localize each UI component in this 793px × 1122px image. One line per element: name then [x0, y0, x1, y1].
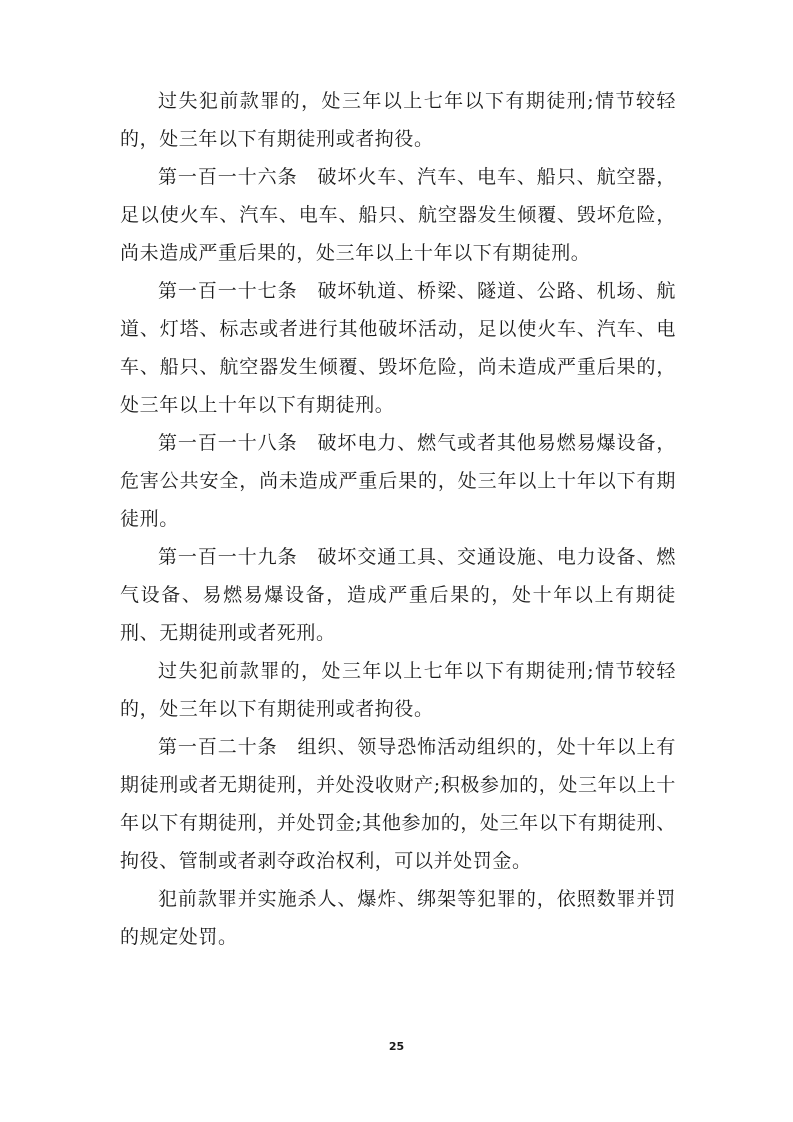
paragraph-article-116: 第一百一十六条 破坏火车、汽车、电车、船只、航空器，足以使火车、汽车、电车、船只、航空器发生倾覆、毁坏危险，尚未造成严重后果的，处三年以上十年以下有期徒刑。	[120, 166, 676, 264]
paragraph-negligence-2: 过失犯前款罪的，处三年以上七年以下有期徒刑;情节较轻的，处三年以下有期徒刑或者拘役。	[120, 660, 676, 720]
document-body	[120, 82, 676, 956]
paragraph-combined-punishment: 犯前款罪并实施杀人、爆炸、绑架等犯罪的，依照数罪并罚的规定处罚。	[120, 888, 676, 948]
paragraph-article-118: 第一百一十八条 破坏电力、燃气或者其他易燃易爆设备，危害公共安全，尚未造成严重后果的，处三年以上十年以下有期徒刑。	[120, 432, 676, 530]
paragraph-negligence-1: 过失犯前款罪的，处三年以上七年以下有期徒刑;情节较轻的，处三年以下有期徒刑或者拘役。	[120, 90, 676, 150]
page-number: 25	[388, 1040, 405, 1053]
paragraph-article-120: 第一百二十条 组织、领导恐怖活动组织的，处十年以上有期徒刑或者无期徒刑，并处没收财产;积极参加的，处三年以上十年以下有期徒刑，并处罚金;其他参加的，处三年以下有期徒刑、拘役、管制或者剥夺政治权利，可以并处罚金。	[120, 736, 676, 872]
paragraph-article-117: 第一百一十七条 破坏轨道、桥梁、隧道、公路、机场、航道、灯塔、标志或者进行其他破坏活动，足以使火车、汽车、电车、船只、航空器发生倾覆、毁坏危险，尚未造成严重后果的，处三年以上十年以下有期徒刑。	[120, 280, 676, 416]
paragraph-article-119: 第一百一十九条 破坏交通工具、交通设施、电力设备、燃气设备、易燃易爆设备，造成严重后果的，处十年以上有期徒刑、无期徒刑或者死刑。	[120, 546, 676, 644]
